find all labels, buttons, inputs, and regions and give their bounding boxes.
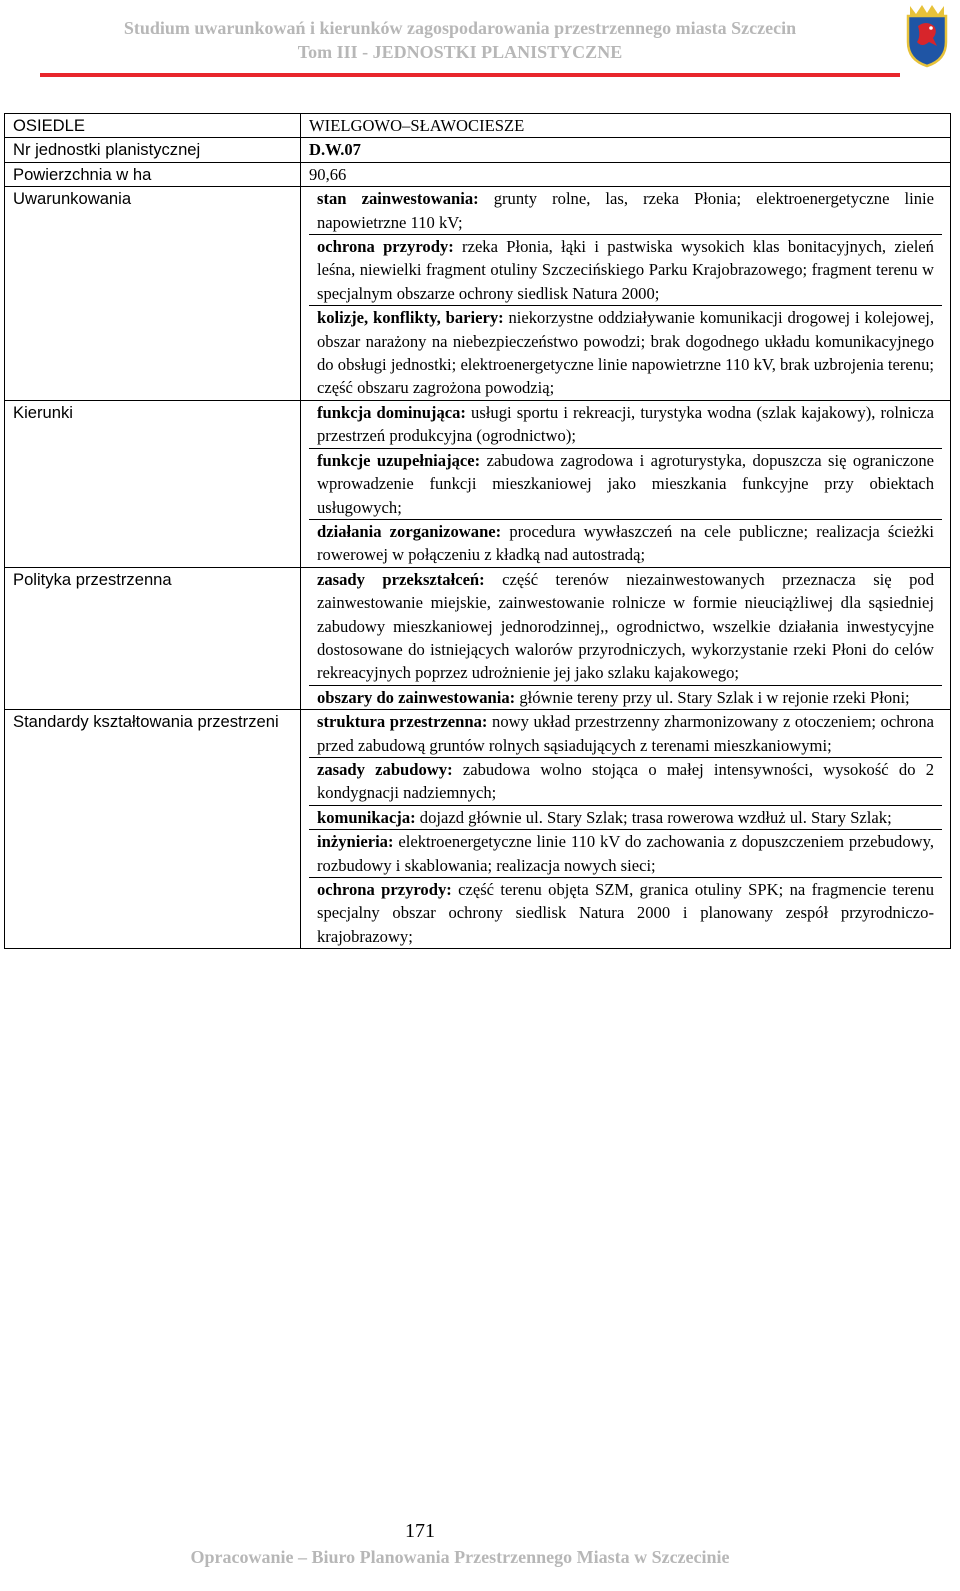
kierunki-label: Kierunki bbox=[5, 400, 301, 567]
section-dzialania-zorganizowane bbox=[309, 520, 942, 567]
area-value: 90,66 bbox=[301, 162, 951, 186]
area-label: Powierzchnia w ha bbox=[5, 162, 301, 186]
section-zasady-zabudowy bbox=[309, 758, 942, 806]
section-key: zasady zabudowy: bbox=[317, 759, 453, 779]
section-kolizje bbox=[309, 306, 942, 400]
polityka-label: Polityka przestrzenna bbox=[5, 567, 301, 709]
table-row bbox=[5, 400, 951, 567]
standardy-label: Standardy kształtowania przestrzeni bbox=[5, 710, 301, 949]
section-text: głównie tereny przy ul. Stary Szlak i w rejonie rzeki Płoni; bbox=[515, 687, 910, 707]
section-inzynieria bbox=[309, 830, 942, 878]
section-text: niekorzystne oddziaływanie komunikacji drogowej i kolejowej, obszar narażony na niebezpieczeństwo powodzi; brak dogodnego układu komunikacyjnego do obsługi jednostki; elektroenergetyczne linie napowietrzne 110 kV, brak uzbrojenia terenu; część obszaru zagrożona powodzią; bbox=[317, 308, 934, 398]
section-key: ochrona przyrody: bbox=[317, 880, 452, 899]
osiedle-value: WIELGOWO–SŁAWOCIESZE bbox=[301, 114, 951, 138]
table-row bbox=[5, 162, 951, 186]
section-text: elektroenergetyczne linie 110 kV do zachowania z dopuszczeniem przebudowy, rozbudowy i skablowania; realizacja nowych sieci; bbox=[317, 832, 934, 875]
section-text: usługi sportu i rekreacji, turystyka wodna (szlak kajakowy), rolnicza przestrzeń produkcyjna (ogrodnictwo); bbox=[317, 402, 934, 446]
section-ochrona-przyrody bbox=[309, 235, 942, 306]
section-komunikacja bbox=[309, 806, 942, 830]
section-key: zasady przekształceń: bbox=[317, 569, 485, 589]
section-stan-zainwestowania bbox=[309, 187, 942, 235]
osiedle-label: OSIEDLE bbox=[5, 114, 301, 138]
section-key: struktura przestrzenna: bbox=[317, 712, 488, 732]
table-row bbox=[5, 710, 951, 949]
document-header bbox=[40, 16, 880, 64]
section-text: zabudowa zagrodowa i agroturystyka, dopuszcza się ograniczone wprowadzenie funkcji mieszkaniowej jako mieszkania funkcyjne przy obiektach usługowych; bbox=[317, 450, 935, 517]
unit-value: D.W.07 bbox=[301, 138, 951, 162]
section-key: ochrona przyrody: bbox=[317, 237, 454, 257]
section-text: procedura wywłaszczeń na cele publiczne; realizacja ścieżki rowerowej w połączeniu z kładką nad autostradą; bbox=[317, 521, 934, 565]
section-funkcje-uzupelniajace bbox=[309, 449, 942, 520]
page-footer: Opracowanie – Biuro Planowania Przestrzennego Miasta w Szczecinie bbox=[190, 1547, 730, 1567]
unit-label: Nr jednostki planistycznej bbox=[5, 138, 301, 162]
section-text: część terenów niezainwestowanych przeznacza się pod zainwestowanie miejskie, zainwestowanie rolnicze w formie nieuciążliwej dla sąsiedniej zabudowy mieszkaniowej jednorodzinnej,, ogrodnictwo, wszelkie działania inwestycyjne dostosowane do istniejących walorów przyrodniczych, wykorzystanie rzeki Płoni do celów rekreacyjnych poprzez udrożnienie jej jako szlaku kajakowego; bbox=[317, 569, 934, 683]
uwarunkowania-label: Uwarunkowania bbox=[5, 187, 301, 401]
table-row bbox=[5, 567, 951, 709]
standardy-content bbox=[301, 710, 951, 949]
section-text: dojazd głównie ul. Stary Szlak; trasa rowerowa wzdłuż ul. Stary Szlak; bbox=[415, 807, 892, 827]
section-funkcja-dominujaca bbox=[309, 401, 942, 449]
page-number: 171 bbox=[405, 1520, 435, 1542]
section-key: komunikacja: bbox=[317, 807, 416, 827]
document-volume: Tom III - JEDNOSTKI PLANISTYCZNE bbox=[297, 42, 623, 62]
section-key: obszary do zainwestowania: bbox=[317, 687, 516, 707]
section-key: funkcja dominująca: bbox=[317, 402, 466, 422]
section-key: stan zainwestowania: bbox=[317, 189, 479, 209]
section-text: nowy układ przestrzenny zharmonizowany z otoczeniem; ochrona przed zabudową gruntów rolnych sąsiadujących z terenami mieszkaniowymi; bbox=[317, 712, 934, 755]
section-obszary-do-zainwestowania bbox=[309, 686, 942, 709]
section-text: grunty rolne, las, rzeka Płonia; elektroenergetyczne linie napowietrzne 110 kV; bbox=[317, 189, 934, 232]
kierunki-content bbox=[301, 400, 951, 567]
table-row bbox=[5, 187, 951, 401]
section-text: zabudowa wolno stojąca o małej intensywności, wysokość do 2 kondygnacji nadziemnych; bbox=[317, 759, 935, 803]
document-title: Studium uwarunkowań i kierunków zagospodarowania przestrzennego miasta Szczecin bbox=[123, 18, 797, 38]
section-key: funkcje uzupełniające: bbox=[317, 450, 481, 470]
section-text: część terenu objęta SZM, granica otuliny SPK; na fragmencie terenu specjalny obszar ochrony siedlisk Natura 2000 i planowany zespół przyrodniczo-krajobrazowy; bbox=[317, 880, 934, 946]
section-key: działania zorganizowane: bbox=[317, 521, 502, 541]
section-key: kolizje, konflikty, bariery: bbox=[317, 308, 504, 328]
table-row bbox=[5, 114, 951, 138]
section-key: inżynieria: bbox=[317, 832, 394, 852]
planning-unit-table bbox=[4, 113, 951, 949]
uwarunkowania-content bbox=[301, 187, 951, 401]
section-struktura-przestrzenna bbox=[309, 710, 942, 758]
section-zasady-przeksztalcen bbox=[309, 568, 942, 686]
section-text: rzeka Płonia, łąki i pastwiska wysokich klas bonitacyjnych, zieleń leśna, niewielki fragment otuliny Szczecińskiego Parku Krajobrazowego; fragment terenu w specjalnym obszarze ochrony siedlisk Natura 2000; bbox=[317, 237, 934, 303]
table-row bbox=[5, 138, 951, 162]
section-ochrona-przyrody-standardy bbox=[309, 878, 942, 948]
polityka-content bbox=[301, 567, 951, 709]
header-rule bbox=[40, 73, 900, 77]
szczecin-coat-of-arms-icon bbox=[900, 2, 954, 68]
